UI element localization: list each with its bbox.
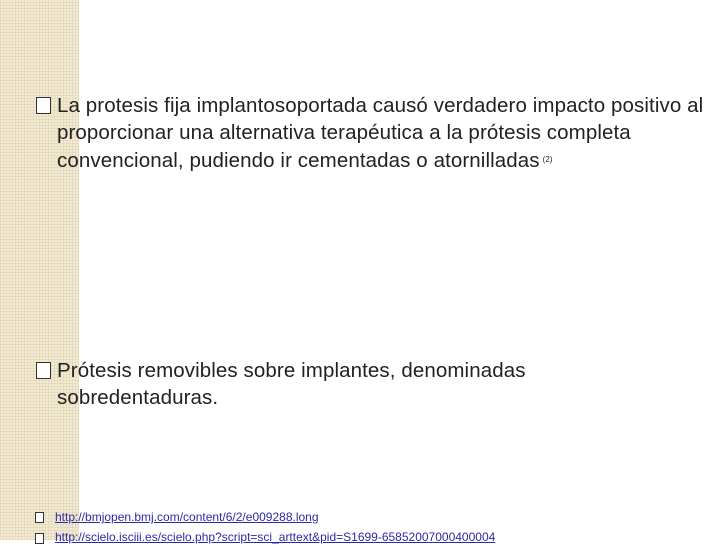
bullet-text-2: Prótesis removibles sobre implantes, denominadas sobredentaduras.: [57, 359, 526, 409]
bullet-box-icon: [36, 97, 51, 114]
reference-link-1[interactable]: http://bmjopen.bmj.com/content/6/2/e009288.long: [55, 510, 319, 524]
bullet-box-icon: [35, 512, 44, 523]
reference-link-2[interactable]: http://scielo.isciii.es/scielo.php?script=sci_arttext&pid=S1699-65852007000400004: [55, 530, 496, 544]
bullet-text-1: La protesis fija implantosoportada causó verdadero impacto positivo al proporcionar una alternativa terapéutica a la prótesis completa convencional, pudiendo ir cementadas o atornilladas $^{(2)}$: [57, 94, 704, 172]
citation-ref: (2): [542, 155, 553, 164]
decorative-sidebar: [0, 0, 79, 540]
bullet-box-icon: [36, 362, 51, 379]
bullet-box-icon: [35, 533, 44, 544]
